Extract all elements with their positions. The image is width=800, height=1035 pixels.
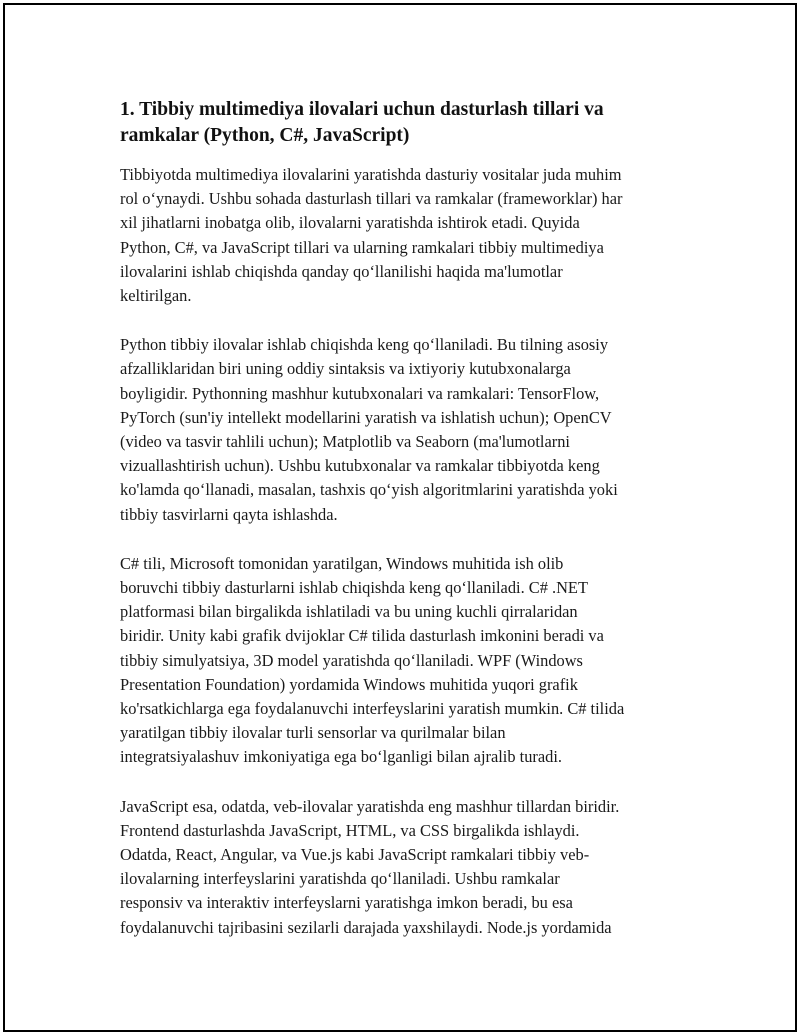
paragraph-csharp: C# tili, Microsoft tomonidan yaratilgan, Windows muhitida ish olib boruvchi tibbiy dasturlarni ishlab chiqishda keng qoʻllaniladi. C# .NET platformasi bilan birgalikda ishlatiladi va bu uning kuchli qirralaridan biridir. Unity kabi grafik dvijoklar C# tilida dasturlash imkonini beradi va tibbiy simulyatsiya, 3D model yaratishda qoʻllaniladi. WPF (Windows Presentation Foundation) yordamida Windows muhitida yuqori grafik ko'rsatkichlarga ega foydalanuvchi interfeyslarini yaratish mumkin. C# tilida yaratilgan tibbiy ilovalar turli sensorlar va qurilmalar bilan integratsiyalashuv imkoniyatiga ega boʻlganligi bilan ajralib turadi. <box>120 553 625 767</box>
section-heading: 1. Tibbiy multimediya ilovalari uchun dasturlash tillari va ramkalar (Python, C#, JavaScript) <box>120 99 604 146</box>
paragraph-intro: Tibbiyotda multimediya ilovalarini yaratishda dasturiy vositalar juda muhim rol oʻynaydi. Ushbu sohada dasturlash tillari va ramkalar (frameworklar) har xil jihatlarni inobatga olib, ilovalarni yaratishda ishtirok etadi. Quyida Python, C#, va JavaScript tillari va ularning ramkalari tibbiy multimediya ilovalarini ishlab chiqishda qanday qoʻllanilishi haqida ma'lumotlar keltirilgan. <box>120 165 623 306</box>
paragraph-python: Python tibbiy ilovalar ishlab chiqishda keng qoʻllaniladi. Bu tilning asosiy afzalliklaridan biri uning oddiy sintaksis va ixtiyoriy kutubxonalarga boyligidir. Pythonning mashhur kutubxonalari va ramkalari: TensorFlow, PyTorch (sun'iy intellekt modellarini yaratish va ishlatish uchun); OpenCV (video va tasvir tahlili uchun); Matplotlib va Seaborn (ma'lumotlarni vizuallashtirish uchun). Ushbu kutubxonalar va ramkalar tibbiyotda keng ko'lamda qoʻllanadi, masalan, tashxis qoʻyish algoritmlarini yaratishda yoki tibbiy tasvirlarni qayta ishlashda. <box>120 335 618 524</box>
document-page <box>3 3 797 1032</box>
paragraph-javascript: JavaScript esa, odatda, veb-ilovalar yaratishda eng mashhur tillardan biridir. Frontend dasturlashda JavaScript, HTML, va CSS birgalikda ishlaydi. Odatda, React, Angular, va Vue.js kabi JavaScript ramkalari tibbiy veb- ilovalarning interfeyslarini yaratishda qoʻllaniladi. Ushbu ramkalar responsiv va interaktiv interfeyslarni yaratishga imkon beradi, bu esa foydalanuvchi tajribasini sezilarli darajada yaxshilaydi. Node.js yordamida <box>120 796 620 937</box>
document-body <box>120 97 695 965</box>
